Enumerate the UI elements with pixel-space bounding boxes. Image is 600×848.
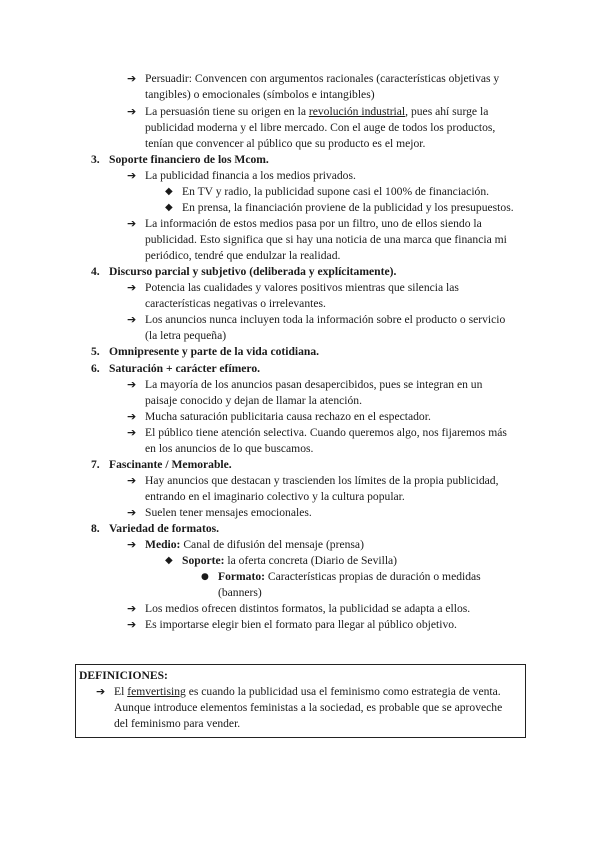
- medio-label: Medio:: [145, 538, 181, 551]
- arrow-icon: ➔: [127, 169, 137, 182]
- diamond-icon: ◆: [165, 202, 173, 213]
- section-number: 7.: [91, 458, 100, 471]
- arrow-icon: ➔: [127, 378, 137, 391]
- s8-formato-line-2: (banners): [218, 586, 262, 599]
- arrow-icon: ➔: [127, 538, 137, 551]
- arrow-icon: ➔: [127, 474, 137, 487]
- s4-point-2-line-2: (la letra pequeña): [145, 329, 227, 342]
- arrow-icon: ➔: [127, 72, 137, 85]
- s7-point-1-line-1: Hay anuncios que destacan y trascienden los límites de la propia publicidad,: [145, 474, 499, 487]
- s8-soporte: [182, 553, 397, 569]
- diamond-icon: ◆: [165, 555, 173, 566]
- section-number: 5.: [91, 345, 100, 358]
- arrow-icon: ➔: [127, 618, 137, 631]
- arrow-icon: ➔: [127, 426, 137, 439]
- section-8-title: Variedad de formatos.: [109, 522, 220, 535]
- s3-point-1: La publicidad financia a los medios privados.: [145, 169, 356, 182]
- s3-subpoint-2: En prensa, la financiación proviene de la publicidad y los presupuestos.: [182, 201, 514, 214]
- section-number: 6.: [91, 362, 100, 375]
- s8-point-2: Los medios ofrecen distintos formatos, la publicidad se adapta a ellos.: [145, 602, 471, 615]
- s8-medio: [145, 537, 364, 553]
- origen-line-3: tenían que convencer al público que su producto es el mejor.: [145, 137, 426, 150]
- definition-line-3: del feminismo para vender.: [114, 717, 241, 730]
- s8-formato: [218, 569, 481, 585]
- s4-point-1-line-1: Potencia las cualidades y valores positivos mientras que silencia las: [145, 281, 459, 294]
- arrow-icon: ➔: [127, 217, 137, 230]
- persuadir-line-2: tangibles) o emocionales (símbolos e intangibles): [145, 88, 375, 101]
- revolucion-industrial-term: revolución industrial: [308, 105, 406, 118]
- definition-text-b: es cuando la publicidad usa el feminismo como estrategia de venta.: [185, 685, 501, 698]
- origen-text-b: , pues ahí surge la: [405, 105, 489, 118]
- arrow-icon: ➔: [96, 685, 106, 698]
- bullet-dot-icon: ●: [201, 572, 209, 582]
- arrow-icon: ➔: [127, 410, 137, 423]
- soporte-text: la oferta concreta (Diario de Sevilla): [224, 554, 398, 567]
- s6-point-3-line-1: El público tiene atención selectiva. Cuando queremos algo, nos fijaremos más: [145, 426, 507, 439]
- s6-point-2: Mucha saturación publicitaria causa rechazo en el espectador.: [145, 410, 431, 423]
- section-3-title: Soporte financiero de los Mcom.: [109, 153, 269, 166]
- section-4-title: Discurso parcial y subjetivo (deliberada y explícitamente).: [109, 265, 397, 278]
- origen-line-2: publicidad moderna y el libre mercado. Con el auge de todos los productos,: [145, 121, 496, 134]
- soporte-label: Soporte:: [182, 554, 225, 567]
- s7-point-1-line-2: entrando en el imaginario colectivo y la cultura popular.: [145, 490, 405, 503]
- section-6-title: Saturación + carácter efímero.: [109, 362, 261, 375]
- diamond-icon: ◆: [165, 186, 173, 197]
- persuadir-line-1: Persuadir: Convencen con argumentos racionales (características objetivas y: [145, 72, 500, 85]
- definition-text-a: El: [114, 685, 128, 698]
- s3-point-2-line-2: publicidad. Esto significa que si hay una noticia de una marca que financia mi: [145, 233, 507, 246]
- section-number: 4.: [91, 265, 100, 278]
- definition-line-2: Aunque introduce elementos feministas a la sociedad, es probable que se aproveche: [114, 701, 503, 714]
- s3-point-2-line-1: La información de estos medios pasa por un filtro, uno de ellos siendo la: [145, 217, 482, 230]
- s4-point-2-line-1: Los anuncios nunca incluyen toda la información sobre el producto o servicio: [145, 313, 506, 326]
- femvertising-term: femvertising: [127, 685, 186, 698]
- section-number: 3.: [91, 153, 100, 166]
- formato-text: Características propias de duración o medidas: [265, 570, 481, 583]
- arrow-icon: ➔: [127, 281, 137, 294]
- section-7-title: Fascinante / Memorable.: [109, 458, 232, 471]
- section-number: 8.: [91, 522, 100, 535]
- definitions-title: DEFINICIONES:: [79, 669, 168, 682]
- origen-line-1: [145, 104, 488, 120]
- s6-point-1-line-2: paisaje conocido y dejan de llamar la atención.: [145, 394, 362, 407]
- medio-text: Canal de difusión del mensaje (prensa): [180, 538, 364, 551]
- s8-point-3: Es importarse elegir bien el formato para llegar al público objetivo.: [145, 618, 457, 631]
- s4-point-1-line-2: características negativas o irrelevantes.: [145, 297, 326, 310]
- arrow-icon: ➔: [127, 313, 137, 326]
- arrow-icon: ➔: [127, 105, 137, 118]
- definition-line-1: [114, 684, 501, 700]
- s6-point-1-line-1: La mayoría de los anuncios pasan desapercibidos, pues se integran en un: [145, 378, 483, 391]
- s3-subpoint-1: En TV y radio, la publicidad supone casi el 100% de financiación.: [182, 185, 490, 198]
- formato-label: Formato:: [218, 570, 265, 583]
- section-5-title: Omnipresente y parte de la vida cotidiana.: [109, 345, 320, 358]
- arrow-icon: ➔: [127, 506, 137, 519]
- s7-point-2: Suelen tener mensajes emocionales.: [145, 506, 312, 519]
- s6-point-3-line-2: en los anuncios de lo que buscamos.: [145, 442, 314, 455]
- origen-text-a: La persuasión tiene su origen en la: [145, 105, 309, 118]
- arrow-icon: ➔: [127, 602, 137, 615]
- s3-point-2-line-3: periódico, tendré que endulzar la realidad.: [145, 249, 341, 262]
